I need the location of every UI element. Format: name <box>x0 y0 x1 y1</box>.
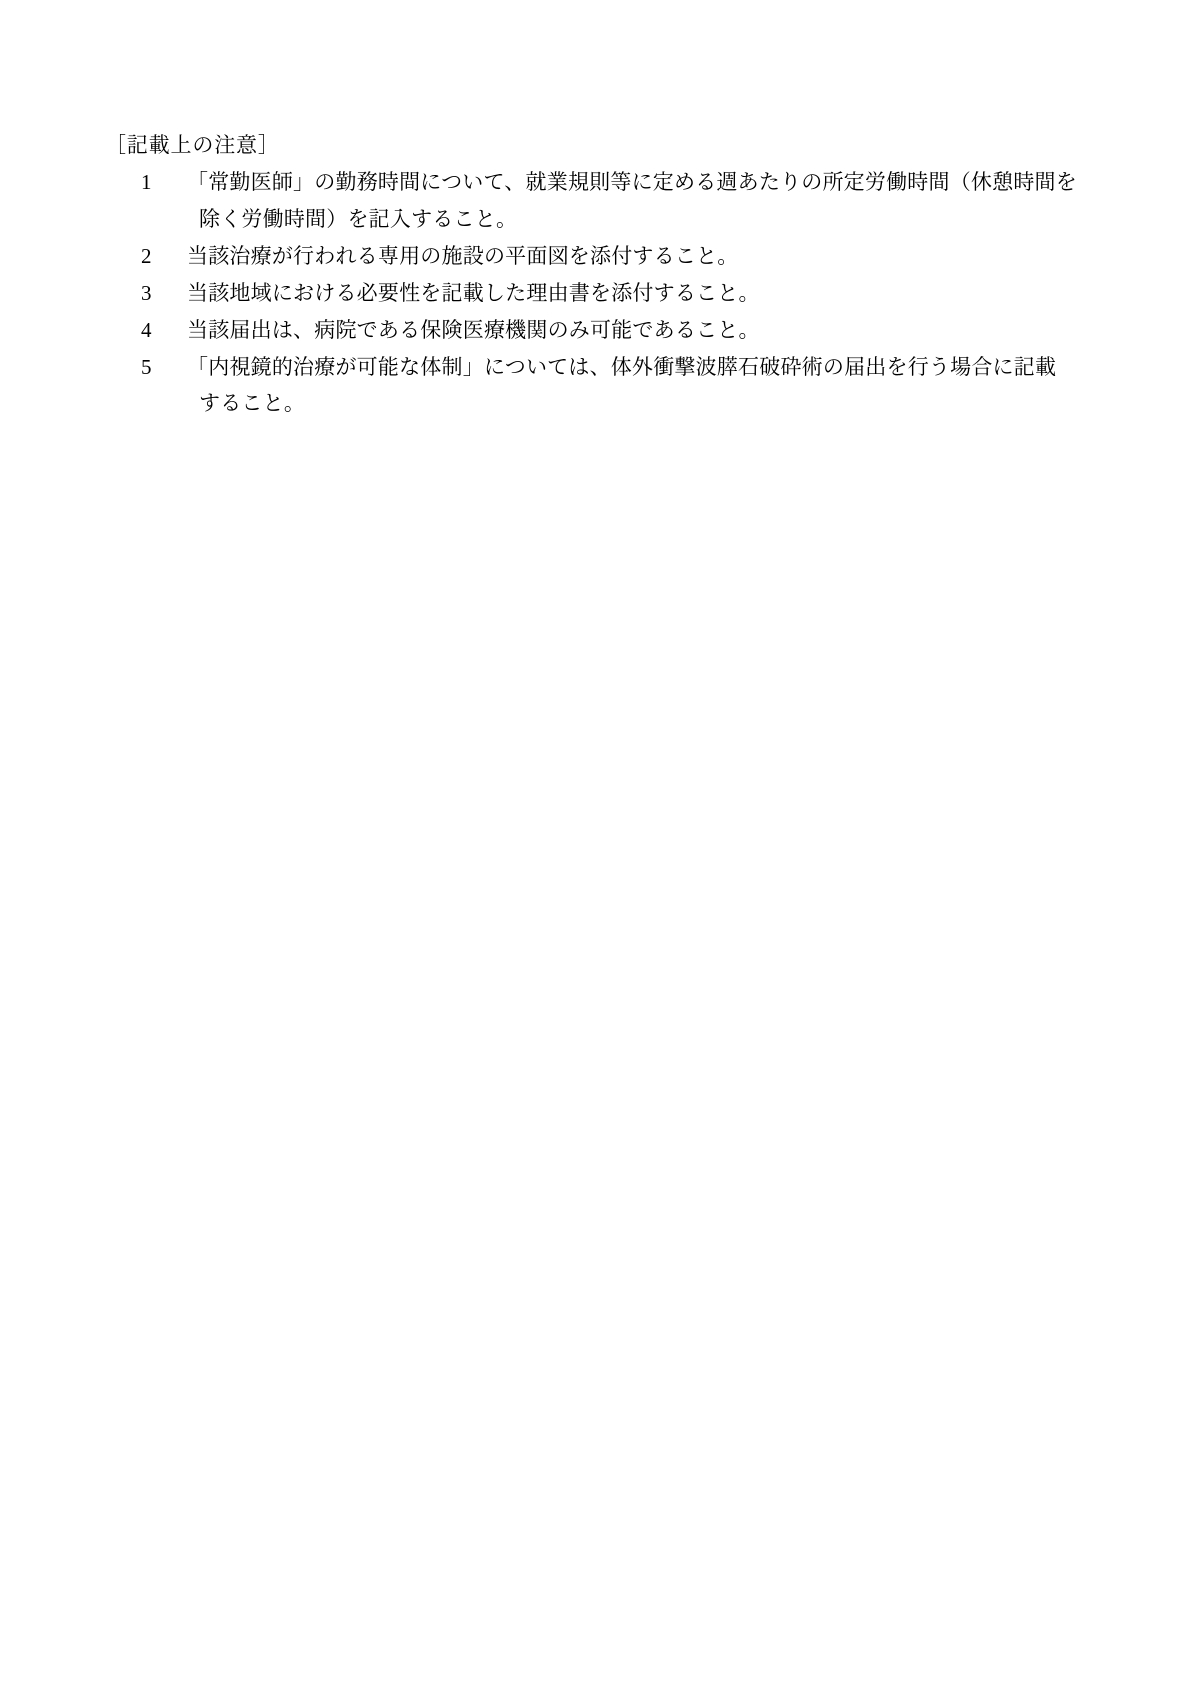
list-item-line: 当該届出は、病院である保険医療機関のみ可能であること。 <box>187 317 760 342</box>
list-item-number: 2 <box>141 243 152 268</box>
list-item-line: 当該治療が行われる専用の施設の平面図を添付すること。 <box>187 243 739 268</box>
list-item-number: 5 <box>141 354 152 379</box>
page-title: ［記載上の注意］ <box>105 133 280 157</box>
list-item-line: 「内視鏡的治療が可能な体制」については、体外衝撃波膵石破砕術の届出を行う場合に記載 <box>187 354 1057 379</box>
notes-list <box>105 164 1086 422</box>
list-item-line: 「常勤医師」の勤務時間について、就業規則等に定める週あたりの所定労働時間（休憩時間を <box>187 170 1077 195</box>
list-item-body <box>187 164 1086 236</box>
list-item-line: すること。 <box>199 391 306 416</box>
list-item-body <box>187 349 1086 421</box>
list-item-line: 当該地域における必要性を記載した理由書を添付すること。 <box>187 280 760 305</box>
list-item-number: 1 <box>141 170 152 195</box>
list-item <box>105 349 1086 422</box>
list-item <box>105 164 1086 237</box>
list-item-number: 4 <box>141 317 152 342</box>
list-item-body <box>187 312 1086 348</box>
list-item-body <box>187 238 1086 274</box>
list-item-line: 除く労働時間）を記入すること。 <box>199 206 518 231</box>
list-item <box>105 275 1086 312</box>
list-item-number: 3 <box>141 280 152 305</box>
list-item <box>105 312 1086 349</box>
list-item-body <box>187 275 1086 311</box>
list-item <box>105 238 1086 275</box>
